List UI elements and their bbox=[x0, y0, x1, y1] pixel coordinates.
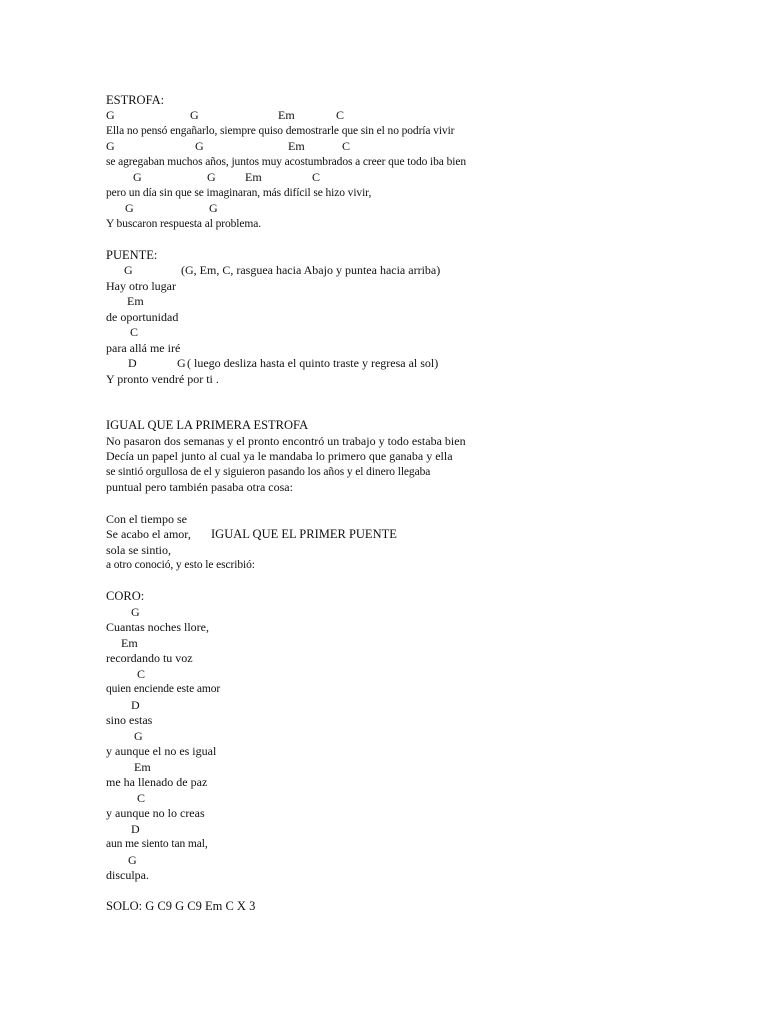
chord: C bbox=[312, 170, 321, 184]
lyric-line: Con el tiempo se bbox=[106, 512, 187, 526]
lyric-line: aun me siento tan mal, bbox=[106, 838, 208, 850]
chord: G bbox=[134, 729, 143, 743]
lyric-line: y aunque el no es igual bbox=[106, 744, 217, 758]
lyric-line: Decía un papel junto al cual ya le mandaba lo primero que ganaba y ella bbox=[106, 449, 453, 463]
performance-note: ( luego desliza hasta el quinto traste y regresa al sol) bbox=[187, 356, 439, 370]
lyric-line: Hay otro lugar bbox=[106, 279, 176, 293]
lyric-line: y aunque no lo creas bbox=[106, 806, 205, 820]
chord: Em bbox=[134, 760, 151, 774]
chord: C bbox=[137, 667, 146, 681]
lyric-line: me ha llenado de paz bbox=[106, 775, 208, 789]
chord: Em bbox=[127, 294, 144, 308]
chord: G bbox=[133, 170, 142, 184]
lyric-line: Cuantas noches llore, bbox=[106, 620, 209, 634]
chord: D bbox=[128, 356, 137, 370]
chord: G bbox=[195, 139, 204, 153]
lyric-line: Y pronto vendré por ti . bbox=[106, 372, 219, 386]
chord: G bbox=[177, 356, 186, 370]
lyric-line: recordando tu voz bbox=[106, 651, 193, 665]
lyric-line: puntual pero también pasaba otra cosa: bbox=[106, 480, 293, 494]
chord: C bbox=[130, 325, 139, 339]
lyric-line: se agregaban muchos años, juntos muy acostumbrados a creer que todo iba bien bbox=[106, 156, 466, 168]
chord: G bbox=[131, 605, 140, 619]
chord: C bbox=[342, 139, 351, 153]
chord: G bbox=[106, 139, 115, 153]
section-heading-puente: PUENTE: bbox=[106, 248, 158, 262]
chord: Em bbox=[288, 139, 305, 153]
chord: G bbox=[106, 108, 115, 122]
lyric-line: a otro conoció, y esto le escribió: bbox=[106, 559, 255, 571]
lyric-line: pero un día sin que se imaginaran, más difícil se hizo vivir, bbox=[106, 187, 372, 199]
chord: G bbox=[190, 108, 199, 122]
lyric-line: Y buscaron respuesta al problema. bbox=[106, 218, 261, 230]
chord: G bbox=[209, 201, 218, 215]
section-note-igual-puente: IGUAL QUE EL PRIMER PUENTE bbox=[211, 527, 397, 541]
section-heading-coro: CORO: bbox=[106, 589, 145, 603]
lyric-line: Se acabo el amor, bbox=[106, 527, 191, 541]
lyric-line: de oportunidad bbox=[106, 310, 179, 324]
lyric-line: sino estas bbox=[106, 713, 153, 727]
chord: Em bbox=[245, 170, 262, 184]
lyric-line: No pasaron dos semanas y el pronto encontró un trabajo y todo estaba bien bbox=[106, 434, 466, 448]
chord: G bbox=[125, 201, 134, 215]
section-heading-estrofa: ESTROFA: bbox=[106, 93, 165, 107]
chord: C bbox=[137, 791, 146, 805]
lyric-line: se sintió orgullosa de el y siguieron pasando los años y el dinero llegaba bbox=[106, 466, 431, 478]
lyric-line: Ella no pensó engañarlo, siempre quiso demostrarle que sin el no podría vivir bbox=[106, 125, 455, 137]
lyric-line: para allá me iré bbox=[106, 341, 181, 355]
chord: C bbox=[336, 108, 345, 122]
chord: Em bbox=[121, 636, 138, 650]
lyric-line: disculpa. bbox=[106, 868, 149, 882]
chord: Em bbox=[278, 108, 295, 122]
performance-note: (G, Em, C, rasguea hacia Abajo y puntea hacia arriba) bbox=[181, 263, 441, 277]
chord: D bbox=[131, 698, 140, 712]
chord: G bbox=[207, 170, 216, 184]
chord: G bbox=[124, 263, 133, 277]
section-heading-igual: IGUAL QUE LA PRIMERA ESTROFA bbox=[106, 418, 309, 432]
chord: G bbox=[128, 853, 137, 867]
lyric-line: quien enciende este amor bbox=[106, 683, 221, 695]
chord: D bbox=[131, 822, 140, 836]
solo-line: SOLO: G C9 G C9 Em C X 3 bbox=[106, 899, 256, 913]
lyric-line: sola se sintio, bbox=[106, 543, 171, 557]
